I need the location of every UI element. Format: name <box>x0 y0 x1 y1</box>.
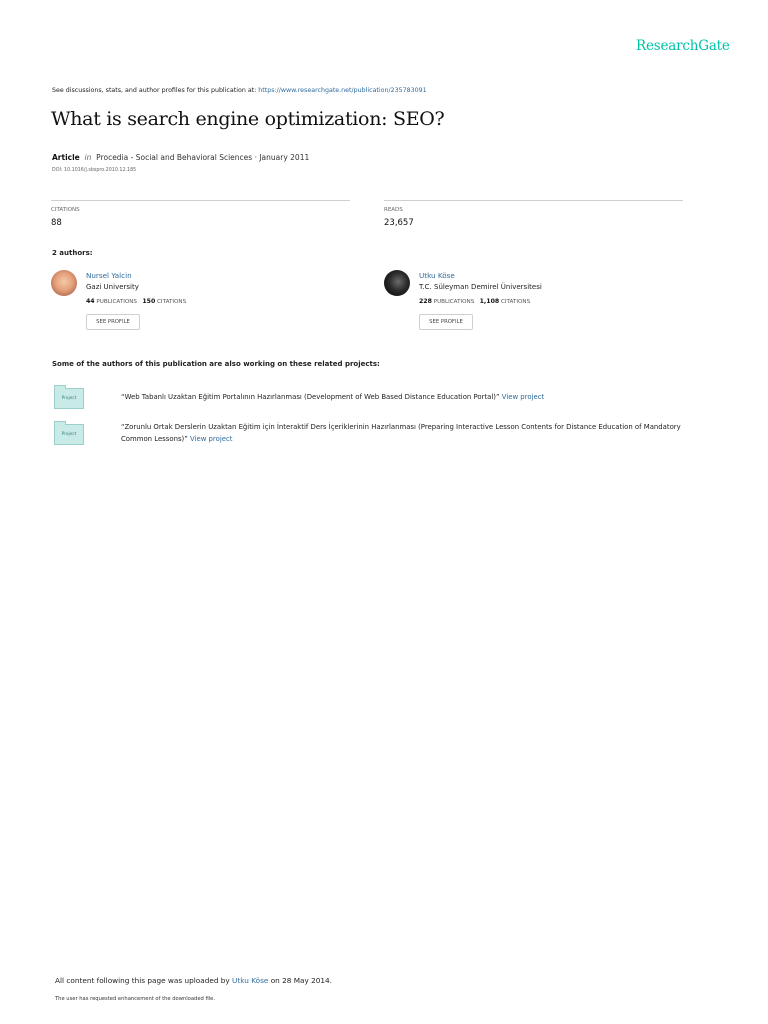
see-profile-button[interactable]: SEE PROFILE <box>419 314 473 330</box>
publications-label: PUBLICATIONS <box>433 299 475 305</box>
researchgate-logo[interactable]: ResearchGate <box>636 38 730 54</box>
citations-count: 1,108 <box>479 298 500 305</box>
view-project-link[interactable]: View project <box>501 393 545 401</box>
upload-prefix: All content following this page was uploaded by <box>55 976 233 985</box>
citations-divider <box>51 200 350 201</box>
reads-divider <box>384 200 683 201</box>
publications-count: 44 <box>86 298 95 305</box>
see-profile-button[interactable]: SEE PROFILE <box>86 314 140 330</box>
publication-url-link[interactable]: https://www.researchgate.net/publication/235783091 <box>258 87 427 94</box>
related-projects-heading: Some of the authors of this publication are also working on these related projects: <box>52 360 380 368</box>
upload-notice <box>55 976 332 985</box>
author-counts <box>86 298 186 305</box>
author-affiliation: T.C. Süleyman Demirel Üniversitesi <box>419 283 542 291</box>
publication-meta <box>52 153 309 162</box>
discussions-line <box>52 87 427 94</box>
author-counts <box>419 298 530 305</box>
avatar[interactable] <box>51 270 77 296</box>
publications-count: 228 <box>419 298 432 305</box>
project-icon-label: Project <box>61 396 77 401</box>
project-title: “Zorunlu Ortak Derslerin Uzaktan Eğitim için İnteraktif Ders İçeriklerinin Hazırlanması (Preparing Interactive Lesson Contents for Distance Education of Mandatory Common Lessons)” <box>121 423 681 443</box>
reads-value: 23,657 <box>384 218 414 228</box>
upload-suffix: on 28 May 2014. <box>268 976 333 985</box>
publication-doi: DOI: 10.1016/j.sbspro.2010.12.185 <box>52 168 137 173</box>
project-item <box>121 391 721 403</box>
citations-label: CITATIONS <box>51 207 80 213</box>
reads-label: READS <box>384 207 403 213</box>
project-folder-icon[interactable] <box>54 424 84 445</box>
citations-label: CITATIONS <box>500 299 531 305</box>
project-icon-label: Project <box>61 432 77 437</box>
author-affiliation: Gazi University <box>86 283 139 291</box>
citations-label: CITATIONS <box>157 299 187 305</box>
author-name-link[interactable]: Nursel Yalcin <box>86 271 132 280</box>
citations-value: 88 <box>51 218 62 228</box>
in-word: in <box>84 153 92 162</box>
citations-count: 150 <box>142 298 156 305</box>
project-title: “Web Tabanlı Uzaktan Eğitim Portalının Hazırlanması (Development of Web Based Distance Education Portal)” <box>121 393 500 401</box>
authors-heading: 2 authors: <box>52 249 93 257</box>
publications-label: PUBLICATIONS <box>96 299 137 305</box>
avatar[interactable] <box>384 270 410 296</box>
uploader-link[interactable]: Utku Köse <box>232 976 269 985</box>
project-item <box>121 421 711 445</box>
publication-venue-date[interactable]: Procedia - Social and Behavioral Sciences · January 2011 <box>96 153 310 162</box>
enhancement-note: The user has requested enhancement of the downloaded file. <box>55 996 216 1002</box>
project-folder-icon[interactable] <box>54 388 84 409</box>
view-project-link[interactable]: View project <box>190 435 233 443</box>
discussions-text: See discussions, stats, and author profiles for this publication at: <box>52 87 259 94</box>
page-title: What is search engine optimization: SEO? <box>51 108 445 130</box>
publication-type: Article <box>52 153 80 162</box>
author-name-link[interactable]: Utku Köse <box>419 271 455 280</box>
